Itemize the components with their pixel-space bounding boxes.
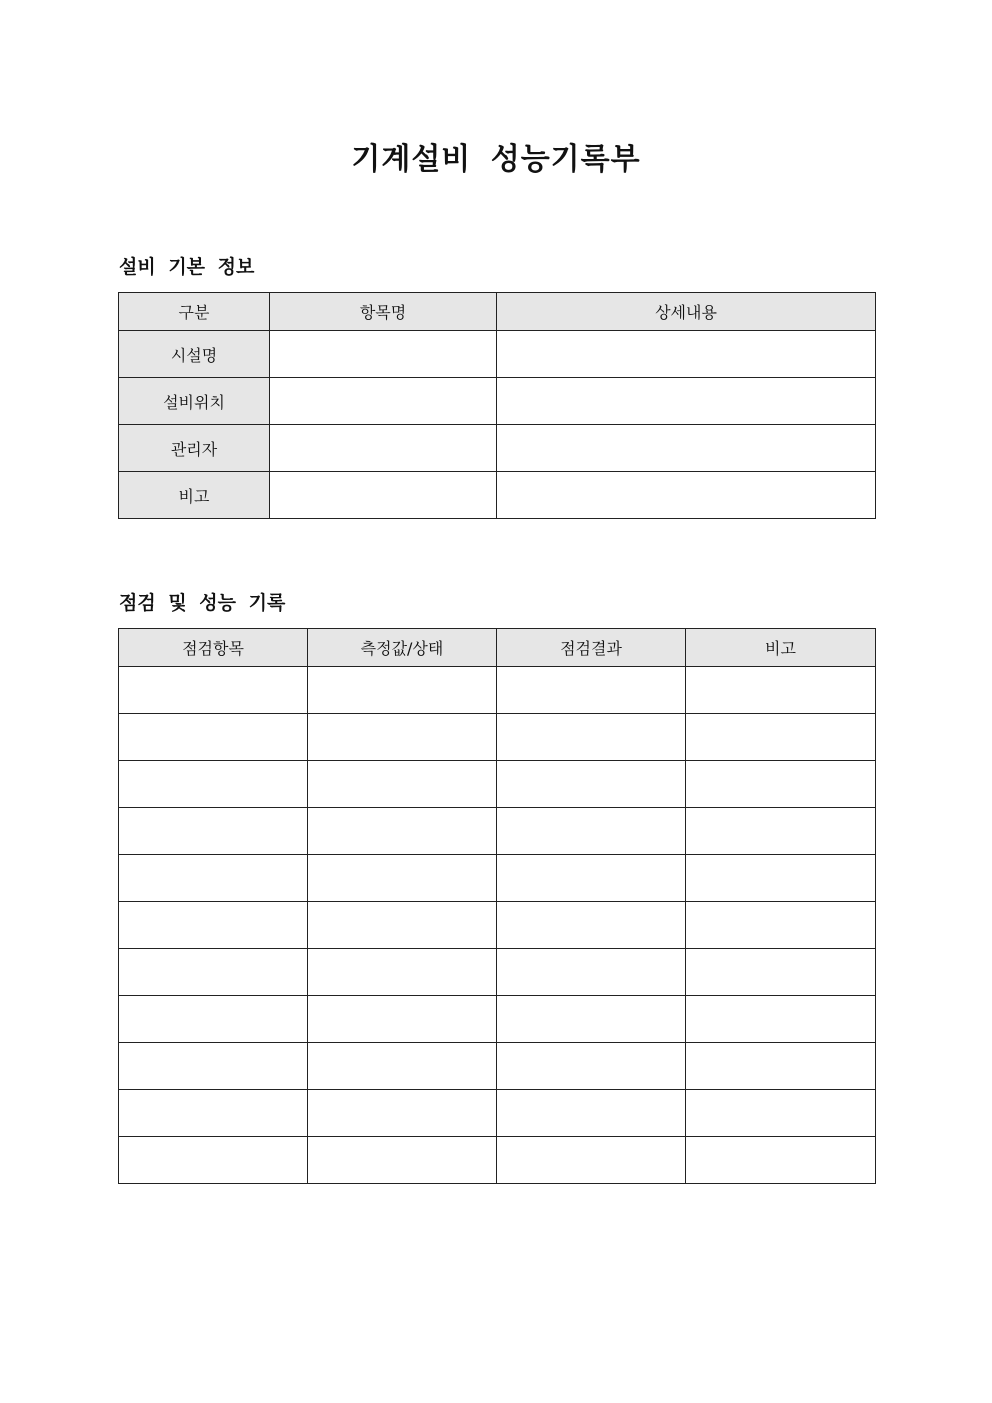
table-cell[interactable]	[308, 808, 497, 855]
table-row	[119, 808, 876, 855]
table-cell[interactable]	[308, 949, 497, 996]
table-row	[119, 1090, 876, 1137]
table-cell[interactable]	[119, 808, 308, 855]
table-cell[interactable]	[308, 1090, 497, 1137]
table-cell[interactable]	[119, 949, 308, 996]
table-cell[interactable]	[497, 808, 686, 855]
table-cell[interactable]	[308, 1137, 497, 1184]
column-header: 비고	[686, 629, 876, 667]
column-header: 점검결과	[497, 629, 686, 667]
document-title: 기계설비 성능기록부	[351, 142, 641, 177]
detail-cell[interactable]	[497, 331, 876, 378]
table-cell[interactable]	[497, 667, 686, 714]
table-row	[119, 331, 876, 378]
table-cell[interactable]	[119, 855, 308, 902]
table-cell[interactable]	[308, 996, 497, 1043]
item-cell[interactable]	[270, 425, 497, 472]
table-cell[interactable]	[686, 667, 876, 714]
table-cell[interactable]	[119, 667, 308, 714]
table-cell[interactable]	[308, 902, 497, 949]
table-cell[interactable]	[308, 714, 497, 761]
row-label: 관리자	[119, 425, 270, 472]
table-cell[interactable]	[308, 761, 497, 808]
table-cell[interactable]	[119, 996, 308, 1043]
table-cell[interactable]	[497, 855, 686, 902]
table-cell[interactable]	[686, 996, 876, 1043]
section-heading-inspection: 점검 및 성능 기록	[119, 592, 286, 614]
table-cell[interactable]	[119, 714, 308, 761]
table-cell[interactable]	[686, 1090, 876, 1137]
item-cell[interactable]	[270, 331, 497, 378]
column-header: 점검항목	[119, 629, 308, 667]
table-header-row	[119, 293, 876, 331]
table-cell[interactable]	[686, 1043, 876, 1090]
table-row	[119, 714, 876, 761]
table-row	[119, 1137, 876, 1184]
table-cell[interactable]	[119, 1043, 308, 1090]
table-cell[interactable]	[497, 902, 686, 949]
table-cell[interactable]	[308, 855, 497, 902]
row-label: 비고	[119, 472, 270, 519]
table-cell[interactable]	[686, 902, 876, 949]
basic-info-table	[118, 292, 876, 519]
table-cell[interactable]	[686, 808, 876, 855]
table-cell[interactable]	[686, 855, 876, 902]
table-row	[119, 949, 876, 996]
table-row	[119, 996, 876, 1043]
row-label: 시설명	[119, 331, 270, 378]
table-cell[interactable]	[308, 667, 497, 714]
table-cell[interactable]	[308, 1043, 497, 1090]
table-cell[interactable]	[686, 1137, 876, 1184]
table-row	[119, 425, 876, 472]
inspection-record-table	[118, 628, 876, 1184]
column-header: 항목명	[270, 293, 497, 331]
item-cell[interactable]	[270, 472, 497, 519]
table-cell[interactable]	[497, 996, 686, 1043]
detail-cell[interactable]	[497, 472, 876, 519]
table-cell[interactable]	[497, 1043, 686, 1090]
table-cell[interactable]	[119, 1137, 308, 1184]
table-cell[interactable]	[686, 761, 876, 808]
table-cell[interactable]	[497, 949, 686, 996]
table-cell[interactable]	[686, 714, 876, 761]
table-row	[119, 667, 876, 714]
table-row	[119, 1043, 876, 1090]
detail-cell[interactable]	[497, 425, 876, 472]
table-row	[119, 902, 876, 949]
table-cell[interactable]	[497, 1137, 686, 1184]
column-header: 상세내용	[497, 293, 876, 331]
table-cell[interactable]	[119, 761, 308, 808]
table-row	[119, 761, 876, 808]
table-row	[119, 472, 876, 519]
table-cell[interactable]	[497, 1090, 686, 1137]
table-row	[119, 855, 876, 902]
column-header: 측정값/상태	[308, 629, 497, 667]
detail-cell[interactable]	[497, 378, 876, 425]
table-cell[interactable]	[119, 1090, 308, 1137]
table-header-row	[119, 629, 876, 667]
table-cell[interactable]	[497, 714, 686, 761]
row-label: 설비위치	[119, 378, 270, 425]
column-header: 구분	[119, 293, 270, 331]
section-heading-basic-info: 설비 기본 정보	[119, 256, 255, 278]
table-cell[interactable]	[119, 902, 308, 949]
table-cell[interactable]	[686, 949, 876, 996]
table-row	[119, 378, 876, 425]
item-cell[interactable]	[270, 378, 497, 425]
table-cell[interactable]	[497, 761, 686, 808]
